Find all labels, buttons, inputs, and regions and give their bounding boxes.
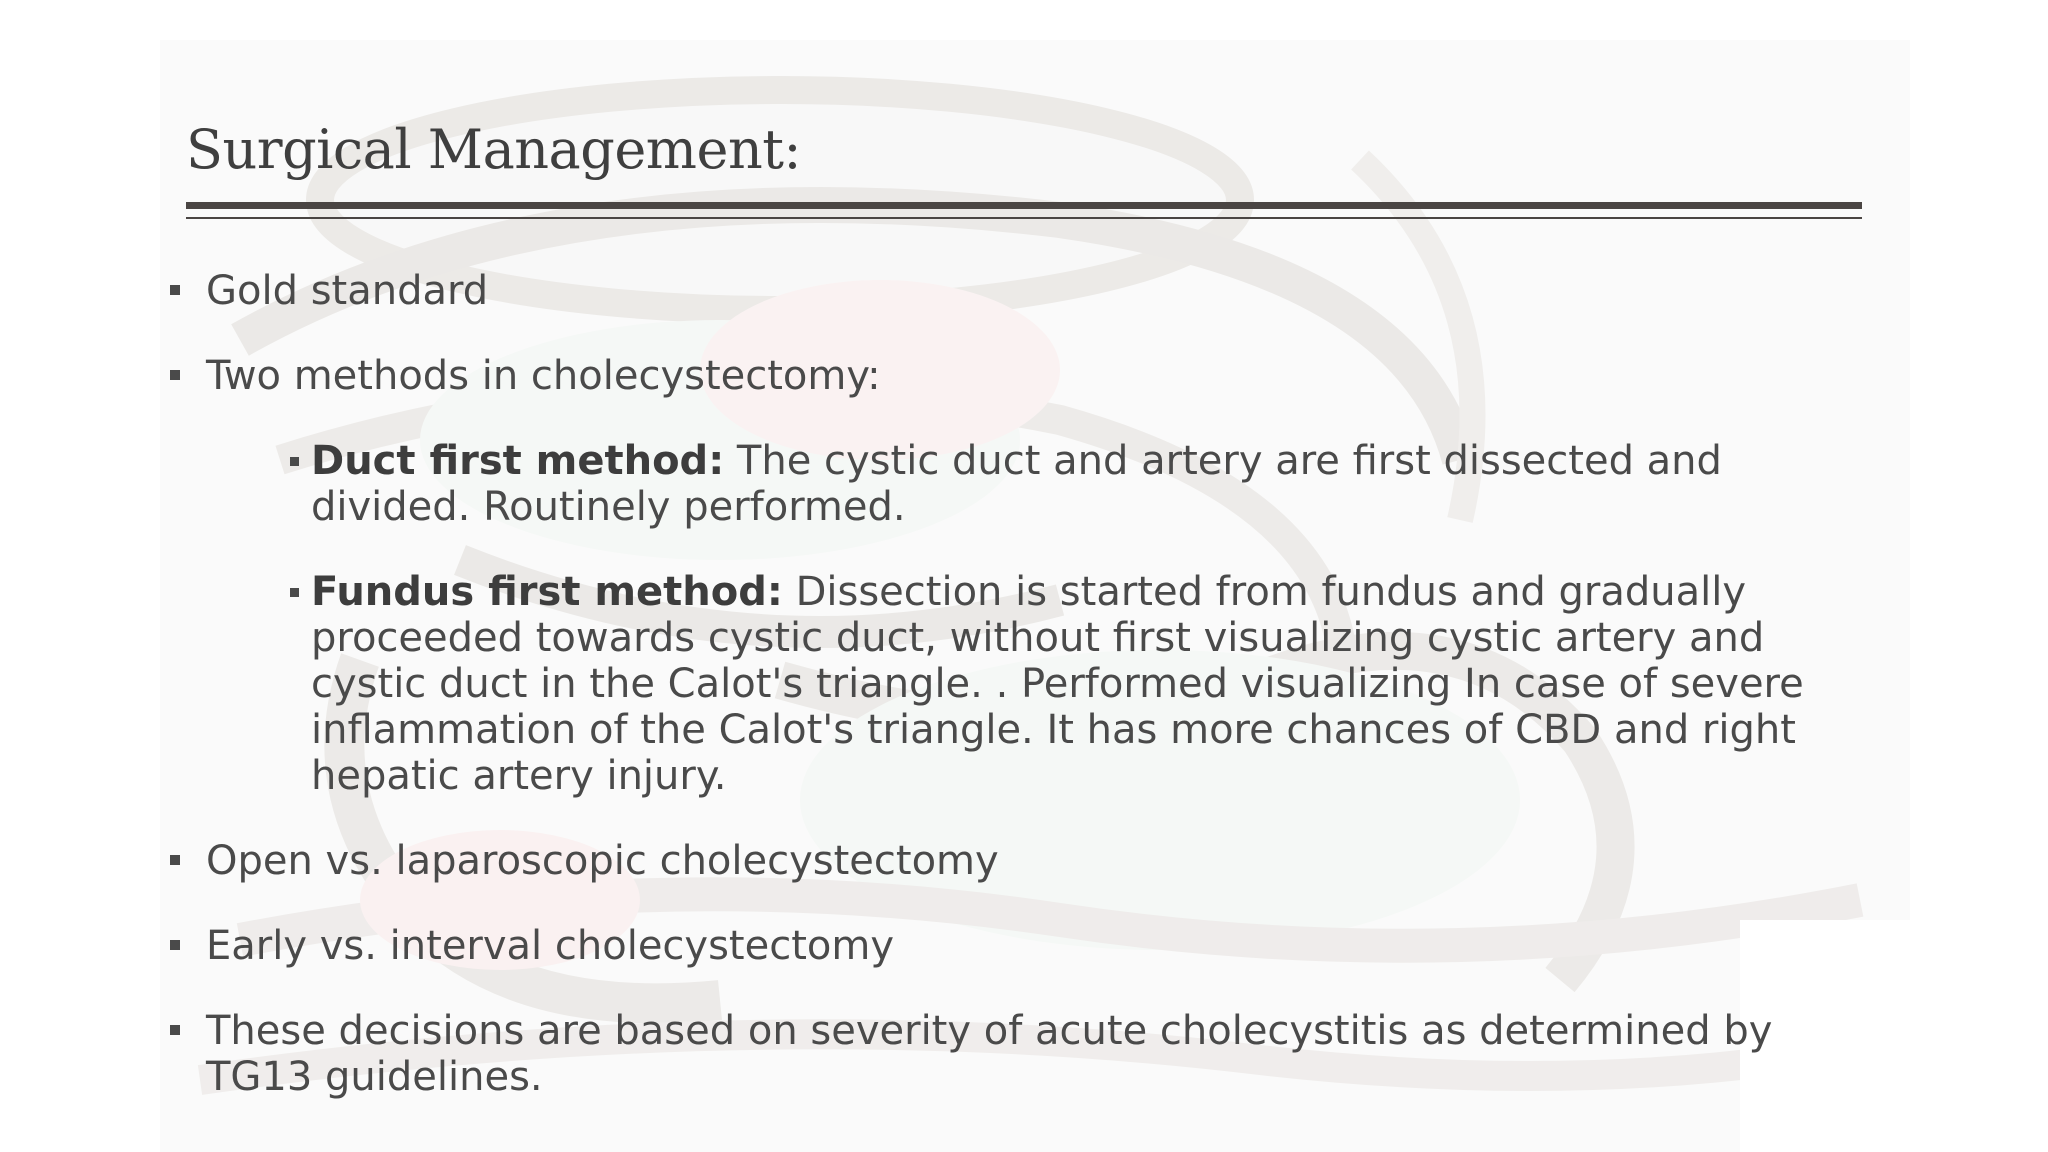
bullet-text: Two methods in cholecystectomy: [206,353,881,399]
square-bullet-icon [170,370,180,380]
bullet-text: Early vs. interval cholecystectomy [206,923,895,969]
sub-bullet-text: Dissection is started from fundus and gradually proceeded towards cystic duct, without first visualizing cystic artery and cystic duct in the Calot's triangle. . Performed visualizing In case of severe inflammation of the Calot's triangle. It has more chances of CBD and right hepatic artery injury. [311,569,1804,799]
square-bullet-icon [170,285,180,295]
bullet-text: These decisions are based on severity of acute cholecystitis as determined by TG13 guidelines. [206,1008,1773,1100]
bullet-item [170,268,1890,314]
sub-bullet-term: Fundus first method: [311,569,783,615]
sub-bullet-item [290,569,1890,799]
bullet-item [170,1008,1890,1100]
square-bullet-icon [290,588,299,597]
bullet-item [170,923,1890,969]
sub-bullet-item [290,438,1890,530]
bullet-text: Gold standard [206,268,489,314]
slide-title: Surgical Management: [186,118,802,181]
bullet-item [170,353,1890,399]
square-bullet-icon [170,855,180,865]
square-bullet-icon [290,457,299,466]
bullet-list [170,268,1890,1139]
title-rule-thick [186,202,1862,209]
bullet-item [170,838,1890,884]
sub-bullet-text: The cystic duct and artery are first dissected and divided. Routinely performed. [311,438,1722,530]
square-bullet-icon [170,1025,180,1035]
title-rule-thin [186,217,1862,219]
square-bullet-icon [170,940,180,950]
sub-bullet-term: Duct first method: [311,438,725,484]
bullet-text: Open vs. laparoscopic cholecystectomy [206,838,999,884]
